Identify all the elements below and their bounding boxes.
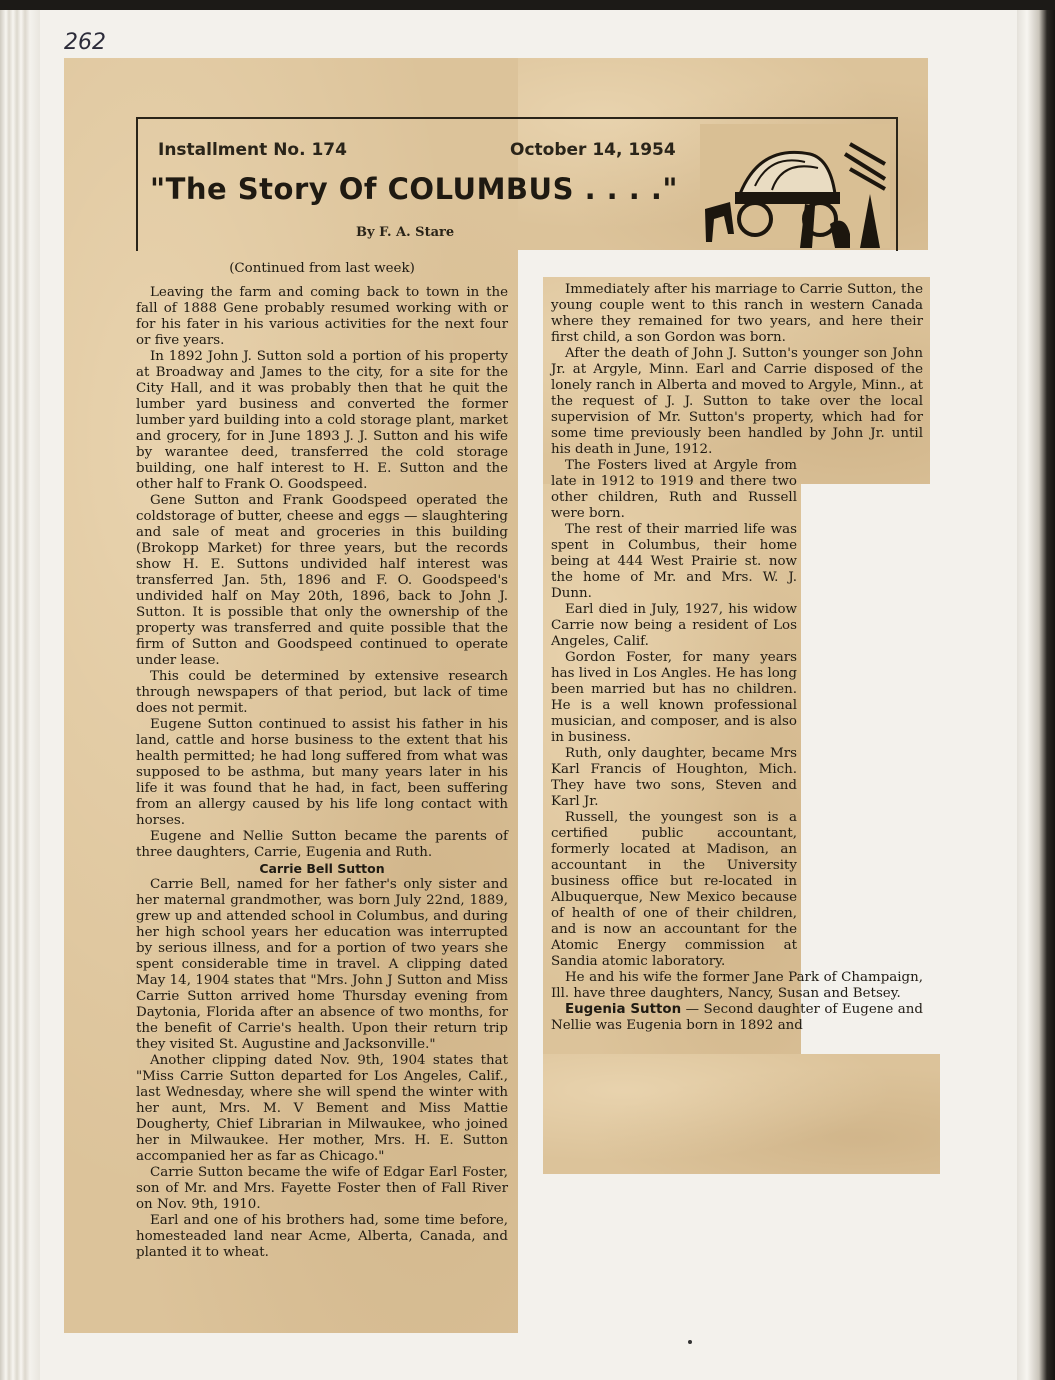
paragraph: Leaving the farm and coming back to town in the fall of 1888 Gene probably resumed working with or for his fater in his various activities for the next four or five years. <box>136 285 508 348</box>
paragraph: Earl died in July, 1927, his widow Carrie now being a resident of Los Angeles, Calif. <box>551 602 797 649</box>
paragraph: This could be determined by extensive research through newspapers of that period, but lack of time does not permit. <box>136 669 508 716</box>
paragraph: Another clipping dated Nov. 9th, 1904 states that "Miss Carrie Sutton departed for Los Angeles, Calif., last Wednesday, where she will spend the winter with her aunt, Mrs. M. V Bement and Miss Mattie Dougherty, Chief Librarian in Milwaukee, who joined her in Milwaukee. Her mother, Mrs. H. E. Sutton accompanied her as far as Chicago." <box>136 1053 508 1164</box>
paragraph: Earl and one of his brothers had, some time before, homesteaded land near Acme, Alberta, Canada, and planted it to wheat. <box>136 1213 508 1260</box>
paragraph: Eugene and Nellie Sutton became the parents of three daughters, Carrie, Eugenia and Ruth. <box>136 829 508 860</box>
paragraph: After the death of John J. Sutton's younger son John Jr. at Argyle, Minn. Earl and Carrie disposed of the lonely ranch in Alberta and moved to Argyle, Minn., at the request of J. J. Sutton to take over the local supervision of Mr. Sutton's property, which had for some time previously been handled by John Jr. until his death in June, 1912. <box>551 346 923 457</box>
paragraph: Carrie Sutton became the wife of Edgar Earl Foster, son of Mr. and Mrs. Fayette Foster then of Fall River on Nov. 9th, 1910. <box>136 1165 508 1212</box>
article-column-right <box>551 282 923 1034</box>
subheading-eugenia: Eugenia Sutton <box>565 1002 682 1017</box>
article-column-left <box>136 285 508 1261</box>
page-mark <box>688 1340 692 1344</box>
paragraph: Immediately after his marriage to Carrie Sutton, the young couple went to this ranch in western Canada where they remained for two years, and here their first child, a son Gordon was born. <box>551 282 923 345</box>
paragraph-eugenia <box>551 1002 923 1034</box>
paragraph: Gordon Foster, for many years has lived in Los Angles. He has long been married but has no children. He is a well known professional musician, and composer, and is also in business. <box>551 650 797 745</box>
paragraph: Ruth, only daughter, became Mrs Karl Francis of Houghton, Mich. They have two sons, Steven and Karl Jr. <box>551 746 797 809</box>
paragraph: Eugene Sutton continued to assist his father in his land, cattle and horse business to the extent that his health permitted; he had long suffered from what was supposed to be asthma, but many years later in his life it was found that he had, in fact, been suffering from an allergy caused by his life long contact with horses. <box>136 717 508 828</box>
paragraph: He and his wife the former Jane Park of Champaign, Ill. have three daughters, Nancy, Susan and Betsey. <box>551 970 923 1001</box>
byline: By F. A. Stare <box>356 225 455 240</box>
top-frame <box>0 0 1055 10</box>
clipping-right-bottom <box>543 1054 940 1174</box>
paragraph: Carrie Bell, named for her father's only sister and her maternal grandmother, was born July 22nd, 1889, grew up and attended school in Columbus, and during her high school years her education was interrupted by serious illness, and for a portion of two years she spent considerable time in travel. A clipping dated May 14, 1904 states that "Mrs. John J Sutton and Miss Carrie Sutton arrived home Thursday evening from Daytonia, Florida after an absence of two months, for the benefit of Carrie's health. Upon their return trip they visited St. Augustine and Jacksonville." <box>136 877 508 1052</box>
continued-note: (Continued from last week) <box>229 261 415 276</box>
installment-label: Installment No. 174 <box>158 140 347 160</box>
paragraph: In 1892 John J. Sutton sold a portion of his property at Broadway and James to the city, for a site for the City Hall, and it was probably then that he quit the lumber yard business and converted the former lumber yard building into a cold storage plant, market and grocery, for in June 1893 J. J. Sutton and his wife by warantee deed, transferred the cold storage building, one half interest to H. E. Sutton and the other half to Frank O. Goodspeed. <box>136 349 508 492</box>
covered-wagon-illustration <box>700 124 890 248</box>
paragraph: The rest of their married life was spent in Columbus, their home being at 444 West Prairie st. now the home of Mr. and Mrs. W. J. Dunn. <box>551 522 797 601</box>
paragraph: Gene Sutton and Frank Goodspeed operated the coldstorage of butter, cheese and eggs — slaughtering and sale of meat and groceries in this building (Brokopp Market) for three years, but the records show H. E. Suttons undivided half interest was transferred Jan. 5th, 1896 and F. O. Goodspeed's undivided half on May 20th, 1896, back to John J. Sutton. It is possible that only the ownership of the property was transferred and quite possible that the firm of Sutton and Goodspeed continued to operate under lease. <box>136 493 508 668</box>
paragraph: Russell, the youngest son is a certified public accountant, formerly located at Madison, an accountant in the University business office but re-located in Albuquerque, New Mexico because of health of one of their children, and is now an accountant for the Atomic Energy commission at Sandia atomic laboratory. <box>551 810 797 969</box>
paragraph: The Fosters lived at Argyle from late in 1912 to 1919 and there two other children, Ruth and Russell were born. <box>551 458 797 521</box>
headline: "The Story Of COLUMBUS . . . ." <box>150 172 679 206</box>
album-page-edge <box>1017 10 1055 1380</box>
subheading-carrie: Carrie Bell Sutton <box>259 861 385 876</box>
page-number: 262 <box>64 30 106 55</box>
publication-date: October 14, 1954 <box>510 140 676 160</box>
album-binding <box>0 10 40 1380</box>
paragraph-text: — Second daughter of Eugene and Nellie was Eugenia born in 1892 and <box>551 1002 923 1033</box>
